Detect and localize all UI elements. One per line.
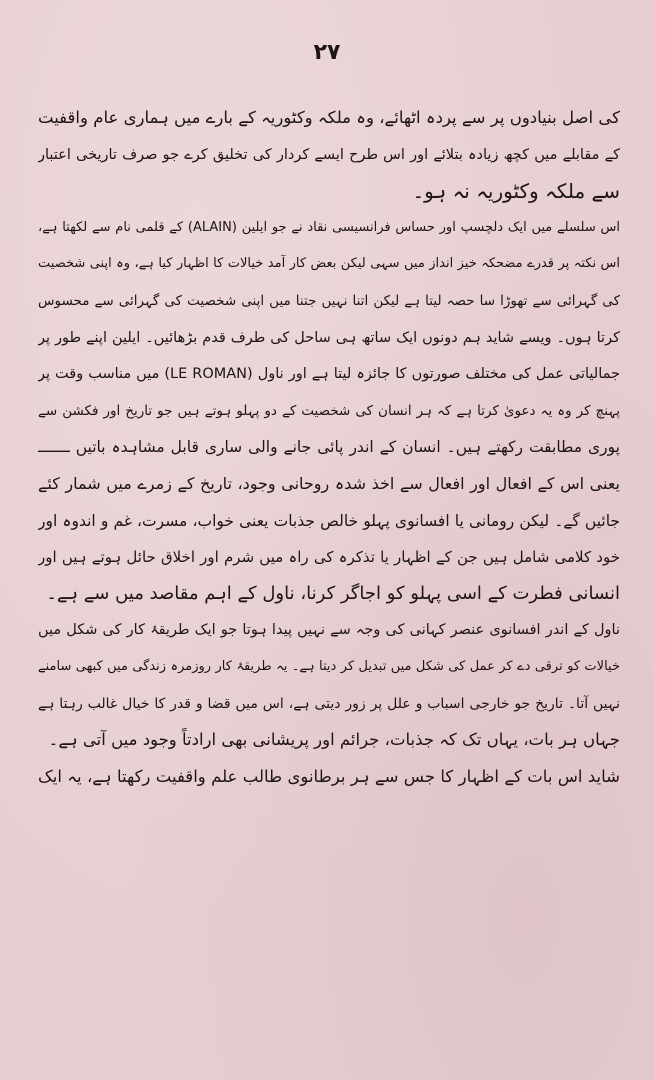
text-line-10: پوری مطابقت رکھتے ہیں۔ انسان کے اندر پائی جانے والی ساری قابل مشاہدہ باتیں ـــــــ: [38, 438, 620, 457]
text-body: [38, 100, 620, 795]
text-line-4: اس سلسلے میں ایک دلچسپ اور حساس فرانسیسی نقاد نے جو ایلین (ALAIN) کے قلمی نام سے لکھتا ہے،: [38, 219, 620, 235]
text-line-7: کرتا ہوں۔ ویسے شاید ہم دونوں ایک ساتھ ہی ساحل کی طرف قدم بڑھائیں۔ ایلین اپنے طور پر: [38, 329, 620, 346]
text-line-5: اس نکتہ پر قدرے مضحکہ خیز انداز میں سہی لیکن بعض کار آمد خیالات کا اظہار کیا ہے، وہ اپنی شخصیت: [38, 256, 620, 272]
text-line-12: جائیں گے۔ لیکن رومانی یا افسانوی پہلو خالص جذبات یعنی خواب، مسرت، غم و اندوہ اور: [38, 511, 620, 530]
text-line-9: پہنچ کر وہ یہ دعویٰ کرتا ہے کہ ہر انسان کی شخصیت کے دو پہلو ہوتے ہیں جو تاریخ اور فکشن سے: [38, 402, 620, 419]
text-line-8: جمالیاتی عمل کی مختلف صورتوں کا جائزہ لیتا ہے اور ناول (LE ROMAN) میں مناسب وقت پر: [38, 366, 620, 383]
text-line-16: خیالات کو ترقی دے کر عمل کی شکل میں تبدیل کر دیتا ہے۔ یہ طریقۂ کار روزمرہ زندگی میں کبھی سامنے: [38, 658, 620, 674]
text-line-1: کی اصل بنیادوں پر سے پردہ اٹھائے، وہ ملکہ وکٹوریہ کے بارے میں ہماری عام واقفیت: [38, 108, 620, 127]
text-line-3: سے ملکہ وکٹوریہ نہ ہو۔: [412, 179, 620, 204]
text-line-19: شاید اس بات کے اظہار کا جس سے ہر برطانوی طالب علم واقفیت رکھتا ہے، یہ ایک: [38, 766, 620, 786]
text-line-14: انسانی فطرت کے اسی پہلو کو اجاگر کرنا، ناول کے اہم مقاصد میں سے ہے۔: [46, 582, 620, 604]
page-number: ۲۷: [313, 40, 341, 65]
text-line-11: یعنی اس کے افعال اور افعال سے اخذ شدہ روحانی وجود، تاریخ کے زمرے میں شمار کئے: [38, 473, 620, 493]
text-line-17: نہیں آتا۔ تاریخ جو خارجی اسباب و علل پر زور دیتی ہے، اس میں قضا و قدر کا خیال غالب رہتا ہے: [38, 695, 620, 712]
text-line-6: کی گہرائی سے تھوڑا سا حصہ لیتا ہے لیکن اتنا نہیں جتنا میں اپنی شخصیت کی گہرائی سے محسوس: [38, 292, 620, 309]
text-line-13: خود کلامی شامل ہیں جن کے اظہار یا تذکرہ کی راہ میں شرم اور اخلاق حائل ہوتے ہیں اور: [38, 548, 620, 567]
text-line-2: کے مقابلے میں کچھ زیادہ بتلائے اور اس طرح ایسے کردار کی تخلیق کرے جو صرف تاریخی اعتبار: [38, 146, 620, 163]
text-line-18: جہاں ہر بات، یہاں تک کہ جذبات، جرائم اور پریشانی بھی ارادتاً وجود میں آتی ہے۔: [48, 730, 620, 750]
text-line-15: ناول کے اندر افسانوی عنصر کہانی کی وجہ سے نہیں پیدا ہوتا جو ایک طریقۂ کار کی شکل میں: [38, 622, 620, 639]
